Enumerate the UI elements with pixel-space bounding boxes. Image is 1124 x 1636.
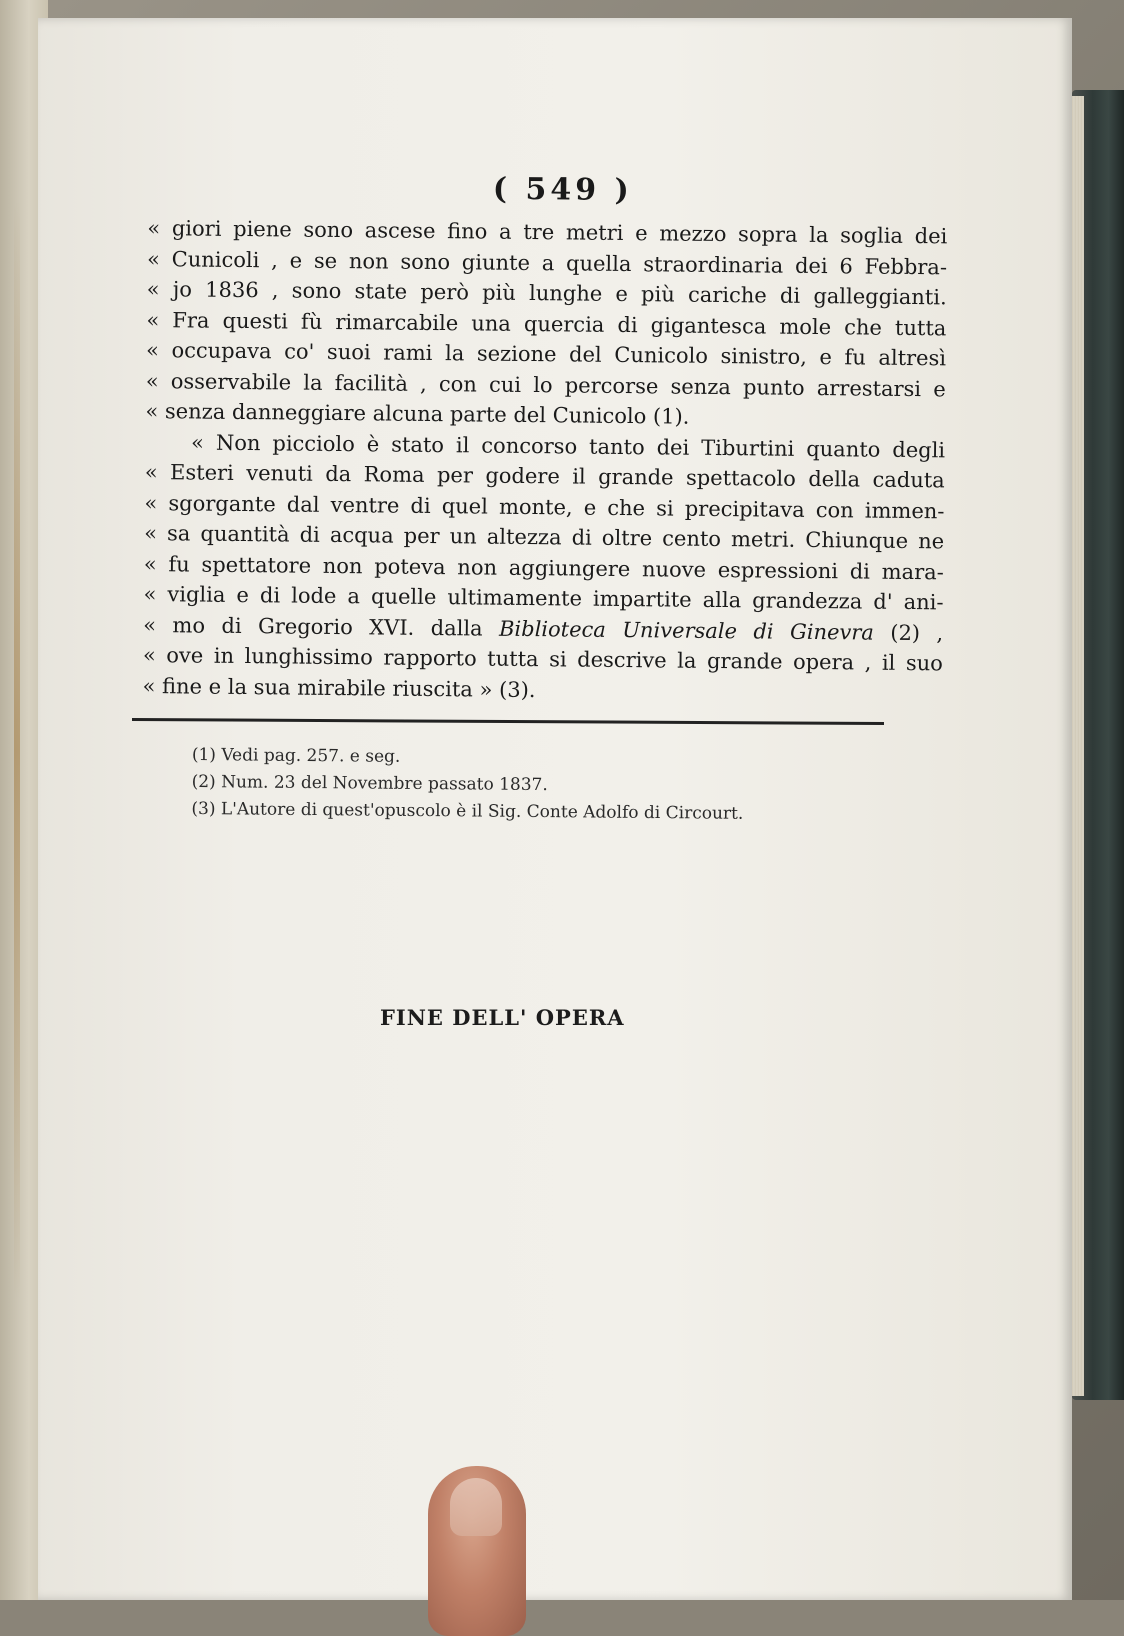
text-line: « fu spettatore non poteva non aggiungere nuove espressioni di mara- [143, 551, 944, 584]
footnote: (3) L'Autore di quest'opuscolo è il Sig. Conte Adolfo di Circourt. [191, 798, 744, 824]
text-line: « fine e la sua mirabile riuscita » (3). [142, 673, 536, 702]
text-line: « Non picciolo è stato il concorso tanto dei Tiburtini quanto degli [191, 429, 946, 462]
text-fragment: « mo di Gregorio XVI. dalla [143, 612, 500, 641]
text-line: « Esteri venuti da Roma per godere il grande spettacolo della caduta [144, 459, 945, 493]
text-line: « ove in lunghissimo rapporto tutta si descrive la grande opera , il suo [142, 642, 943, 676]
paragraph-1 [145, 213, 947, 435]
text-line: « Cunicoli , e se non sono giunte a quella straordinaria dei 6 Febbra- [146, 246, 948, 279]
text-line: « senza danneggiare alcuna parte del Cunicolo (1). [145, 398, 690, 429]
text-line: « viglia e di lode a quelle ultimamente impartite alla grandezza d' ani- [143, 581, 944, 615]
italic-title: Biblioteca Universale di Ginevra [498, 616, 875, 645]
text-line: « Fra questi fù rimarcabile una quercia di gigantesca mole che tutta [146, 307, 947, 340]
end-title: FINE DELL' OPERA [380, 1005, 625, 1030]
footnote: (1) Vedi pag. 257. e seg. [191, 744, 401, 767]
text-line: « sgorgante dal ventre di quel monte, e che si precipitava con immen- [144, 490, 945, 523]
text-line: « giori piene sono ascese fino a tre metri e mezzo sopra la soglia dei [147, 215, 948, 249]
text-line: « jo 1836 , sono state però più lunghe e più cariche di galleggianti. [146, 276, 947, 310]
footnotes [191, 742, 832, 829]
paragraph-2 [142, 426, 945, 709]
page-number: ( 549 ) [492, 171, 633, 209]
thumbnail-nail [450, 1478, 502, 1536]
text-line: « occupava co' suoi rami la sezione del Cunicolo sinistro, e fu altresì [145, 337, 947, 371]
text-line: « sa quantità di acqua per un altezza di oltre cento metri. Chiunque ne [144, 520, 945, 554]
text-line: « osservabile la facilità , con cui lo percorse senza punto arrestarsi e [145, 368, 946, 401]
main-text-block [142, 168, 948, 709]
text-fragment: (2) , [873, 620, 944, 645]
footnote: (2) Num. 23 del Novembre passato 1837. [191, 771, 548, 796]
